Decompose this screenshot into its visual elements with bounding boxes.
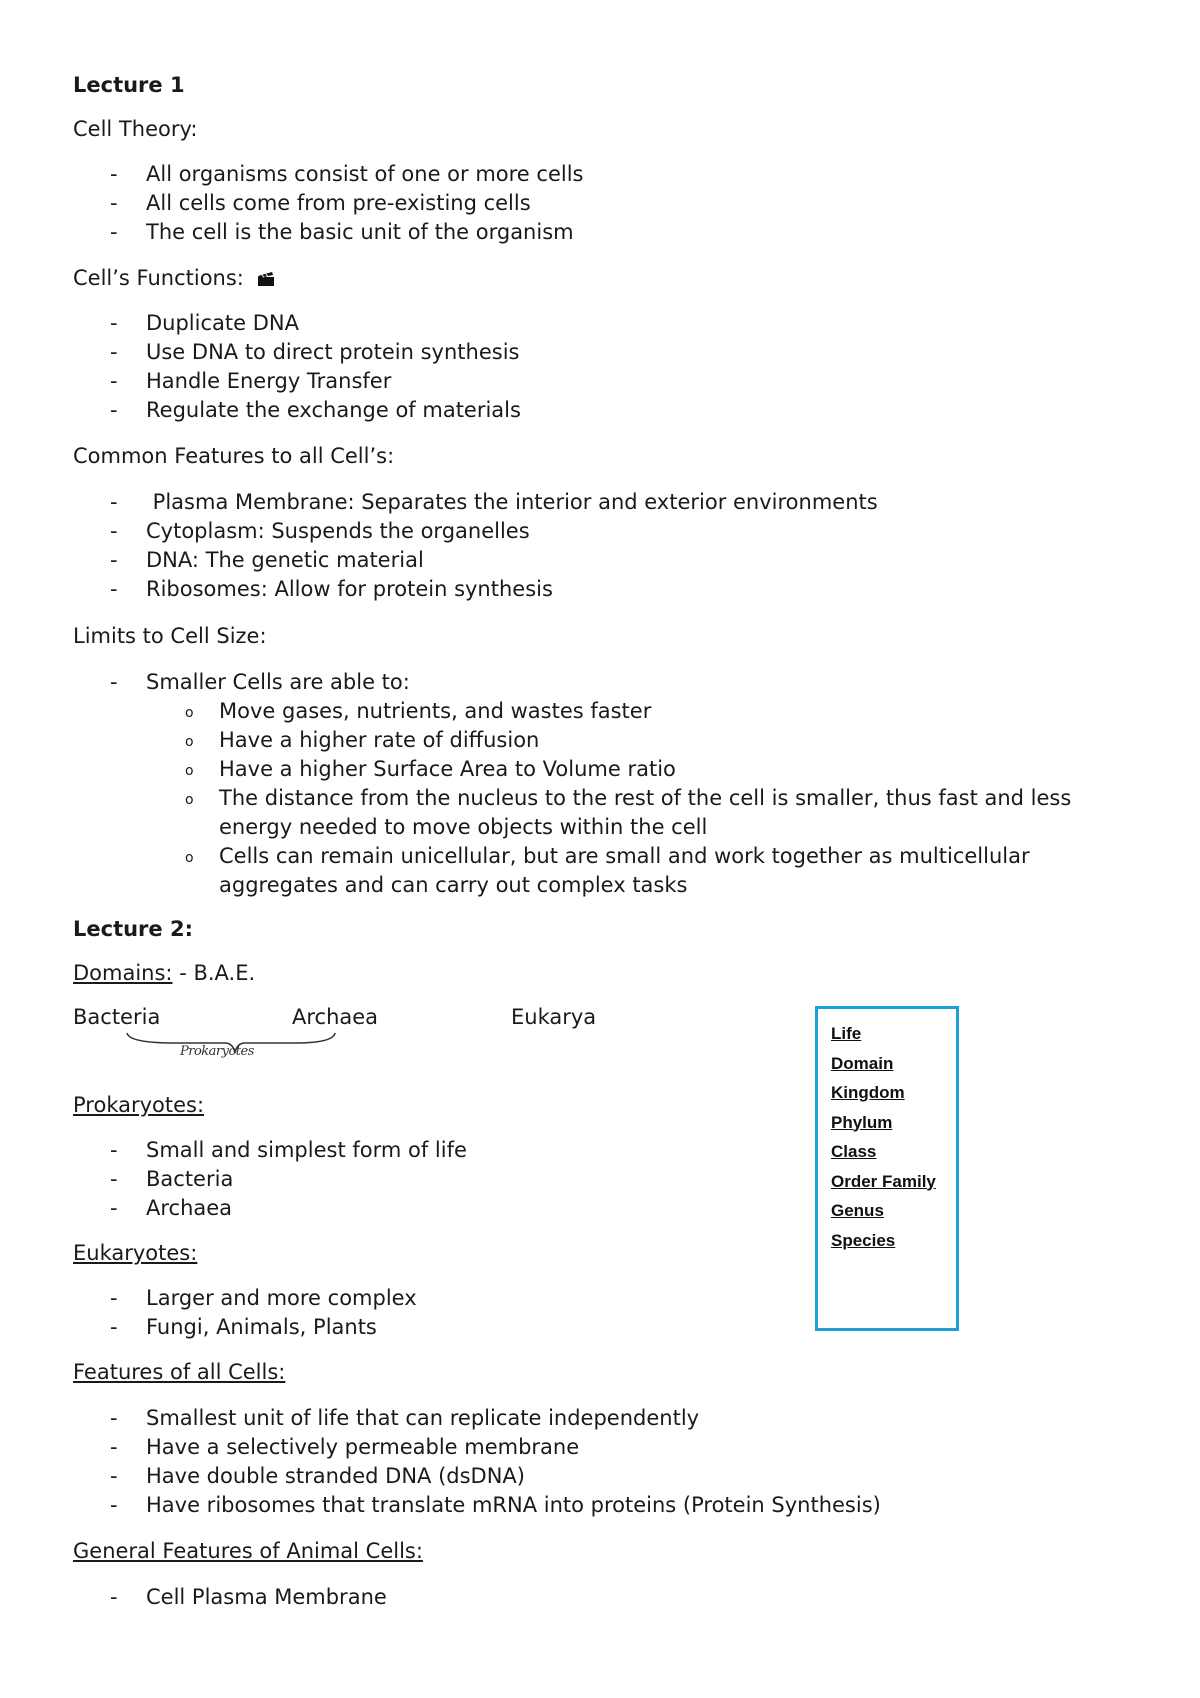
list-item: - Have a selectively permeable membrane [0, 1433, 881, 1462]
prokaryotes-brace-label: Prokaryotes [180, 1044, 254, 1059]
list-item: - DNA: The genetic material [0, 546, 878, 575]
eukaryotes-heading: Eukaryotes: [73, 1241, 198, 1265]
cell-functions-heading [73, 264, 275, 293]
prokaryotes-list [0, 1136, 467, 1223]
taxonomy-class: Class [831, 1142, 877, 1161]
sub-list-item: o Move gases, nutrients, and wastes faster [0, 697, 1131, 726]
list-item: - Use DNA to direct protein synthesis [0, 338, 521, 367]
list-item: - Have double stranded DNA (dsDNA) [0, 1462, 881, 1491]
animal-cells-list [0, 1583, 387, 1612]
list-item: - Larger and more complex [0, 1284, 417, 1313]
list-item: - Duplicate DNA [0, 309, 521, 338]
taxonomy-species: Species [831, 1230, 896, 1250]
list-item: - Bacteria [0, 1165, 467, 1194]
features-all-list [0, 1404, 881, 1520]
prokaryotes-heading: Prokaryotes: [73, 1093, 205, 1117]
sub-list-item: o Have a higher rate of diffusion [0, 726, 1131, 755]
lecture-2-title: Lecture 2: [73, 917, 193, 941]
list-item: - Cytoplasm: Suspends the organelles [0, 517, 878, 546]
list-item: - Small and simplest form of life [0, 1136, 467, 1165]
domains-heading [73, 959, 255, 988]
cell-functions-list [0, 309, 521, 425]
lecture-1-title: Lecture 1 [73, 73, 185, 97]
limits-heading: Limits to Cell Size: [73, 624, 267, 648]
domain-archaea: Archaea [292, 1005, 379, 1029]
cell-theory-list [0, 160, 583, 247]
list-item: - Plasma Membrane: Separates the interior and exterior environments [0, 488, 878, 517]
common-features-list [0, 488, 878, 604]
limits-list [0, 668, 1131, 900]
domain-bacteria: Bacteria [73, 1005, 161, 1029]
taxonomy-genus: Genus [831, 1201, 884, 1220]
taxonomy-kingdom: Kingdom [831, 1083, 905, 1102]
taxonomy-order-family: Order Family [831, 1171, 936, 1191]
list-item: - Handle Energy Transfer [0, 367, 521, 396]
list-item: - Ribosomes: Allow for protein synthesis [0, 575, 878, 604]
list-item: - All organisms consist of one or more cells [0, 160, 583, 189]
list-item: - Fungi, Animals, Plants [0, 1313, 417, 1342]
cell-functions-heading-text: Cell’s Functions: [73, 266, 244, 290]
list-item: - Cell Plasma Membrane [0, 1583, 387, 1612]
taxonomy-life: Life [831, 1024, 862, 1043]
domain-eukarya: Eukarya [511, 1005, 597, 1029]
taxonomy-box [815, 1006, 959, 1331]
limits-item-text: Smaller Cells are able to: [146, 670, 410, 694]
clapperboard-icon [257, 271, 275, 287]
eukaryotes-list [0, 1284, 417, 1342]
features-all-heading: Features of all Cells: [73, 1360, 286, 1384]
list-item: - Smallest unit of life that can replicate independently [0, 1404, 881, 1433]
sub-list-item: o Have a higher Surface Area to Volume ratio [0, 755, 1131, 784]
list-item: - Archaea [0, 1194, 467, 1223]
sub-list-item: o Cells can remain unicellular, but are small and work together as multicellular aggregates and can carry out complex tasks [0, 842, 1131, 900]
domains-row [0, 1003, 800, 1063]
cell-theory-heading: Cell Theory: [73, 117, 198, 141]
taxonomy-domain: Domain [831, 1053, 894, 1073]
list-item: - Have ribosomes that translate mRNA into proteins (Protein Synthesis) [0, 1491, 881, 1520]
common-features-heading: Common Features to all Cell’s: [73, 444, 395, 468]
domains-suffix: - B.A.E. [172, 961, 256, 985]
list-item [0, 668, 1131, 900]
list-item: - All cells come from pre-existing cells [0, 189, 583, 218]
sub-list-item: o The distance from the nucleus to the rest of the cell is smaller, thus fast and less energy needed to move objects within the cell [0, 784, 1131, 842]
domains-heading-text: Domains: [73, 961, 173, 985]
animal-cells-heading: General Features of Animal Cells: [73, 1539, 423, 1563]
list-item: - Regulate the exchange of materials [0, 396, 521, 425]
limits-sublist [146, 697, 1131, 900]
taxonomy-phylum: Phylum [831, 1112, 893, 1132]
list-item: - The cell is the basic unit of the organism [0, 218, 583, 247]
